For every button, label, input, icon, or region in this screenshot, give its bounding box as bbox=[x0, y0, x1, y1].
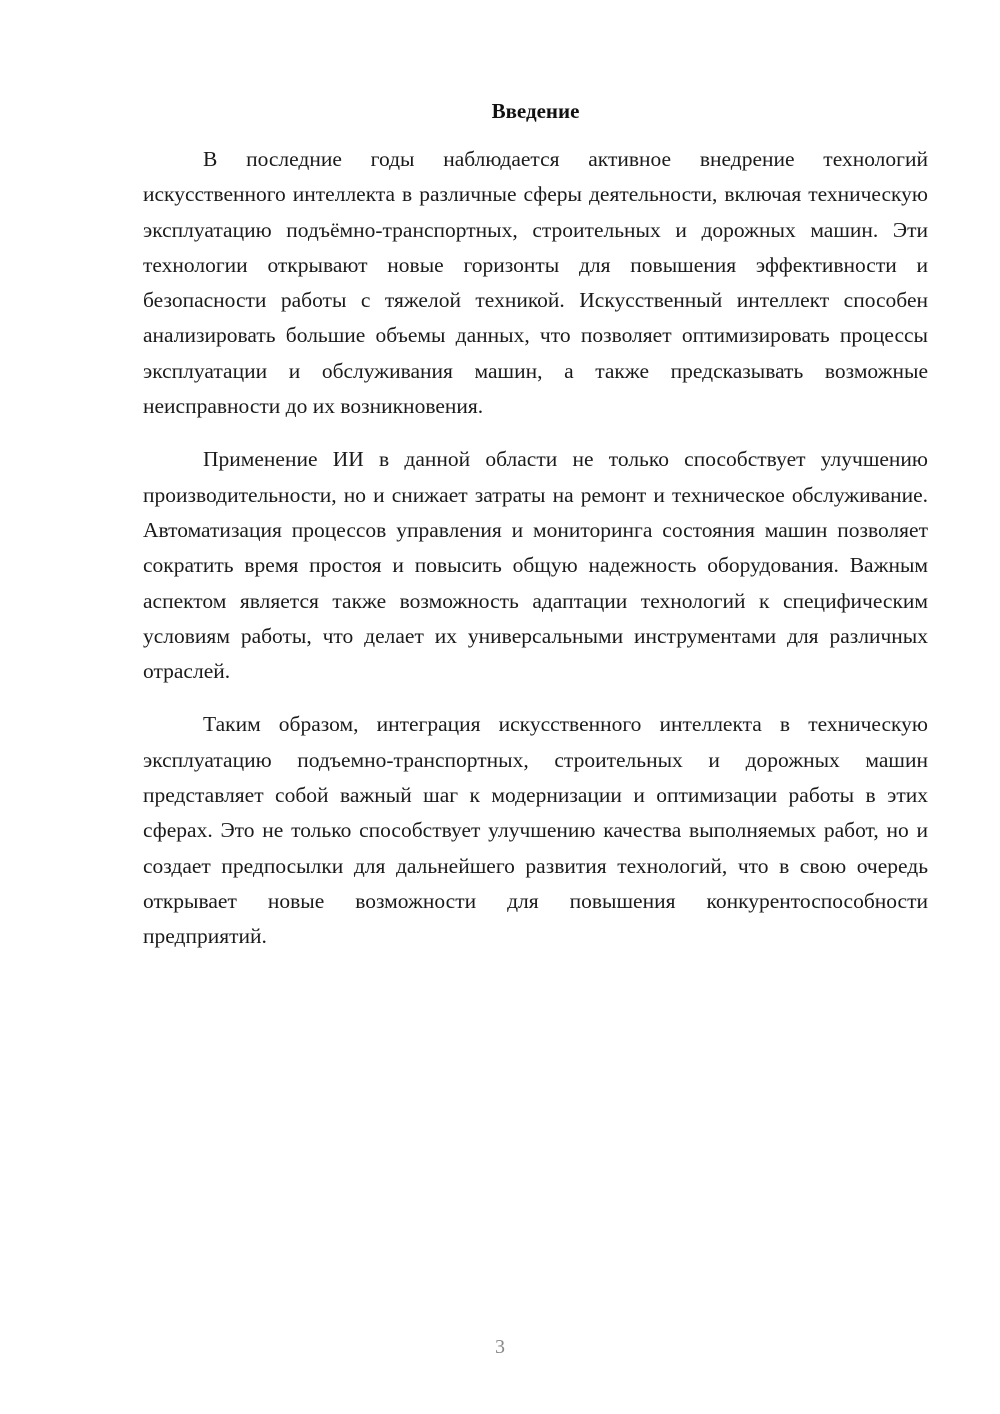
paragraph-1: В последние годы наблюдается активное внедрение технологий искусственного интеллекта в различные сферы деятельности, включая техническую эксплуатацию подъёмно-транспортных, строительных и дорожных машин. Эти технологии открывают новые горизонты для повышения эффективности и безопасности работы с тяжелой техникой. Искусственный интеллект способен анализировать большие объемы данных, что позволяет оптимизировать процессы эксплуатации и обслуживания машин, а также предсказывать возможные неисправности до их возникновения. bbox=[143, 147, 928, 419]
body-text bbox=[143, 142, 928, 973]
section-heading: Введение bbox=[491, 99, 580, 123]
paragraph-3: Таким образом, интеграция искусственного интеллекта в техническую эксплуатацию подъемно-транспортных, строительных и дорожных машин представляет собой важный шаг к модернизации и оптимизации работы в этих сферах. Это не только способствует улучшению качества выполняемых работ, но и создает предпосылки для дальнейшего развития технологий, что в свою очередь открывает новые возможности для повышения конкурентоспособности предприятий. bbox=[143, 712, 928, 949]
page-number: 3 bbox=[495, 1336, 505, 1358]
paragraph-2: Применение ИИ в данной области не только способствует улучшению производительности, но и снижает затраты на ремонт и техническое обслуживание. Автоматизация процессов управления и мониторинга состояния машин позволяет сократить время простоя и повысить общую надежность оборудования. Важным аспектом является также возможность адаптации технологий к специфическим условиям работы, что делает их универсальными инструментами для различных отраслей. bbox=[143, 447, 928, 684]
